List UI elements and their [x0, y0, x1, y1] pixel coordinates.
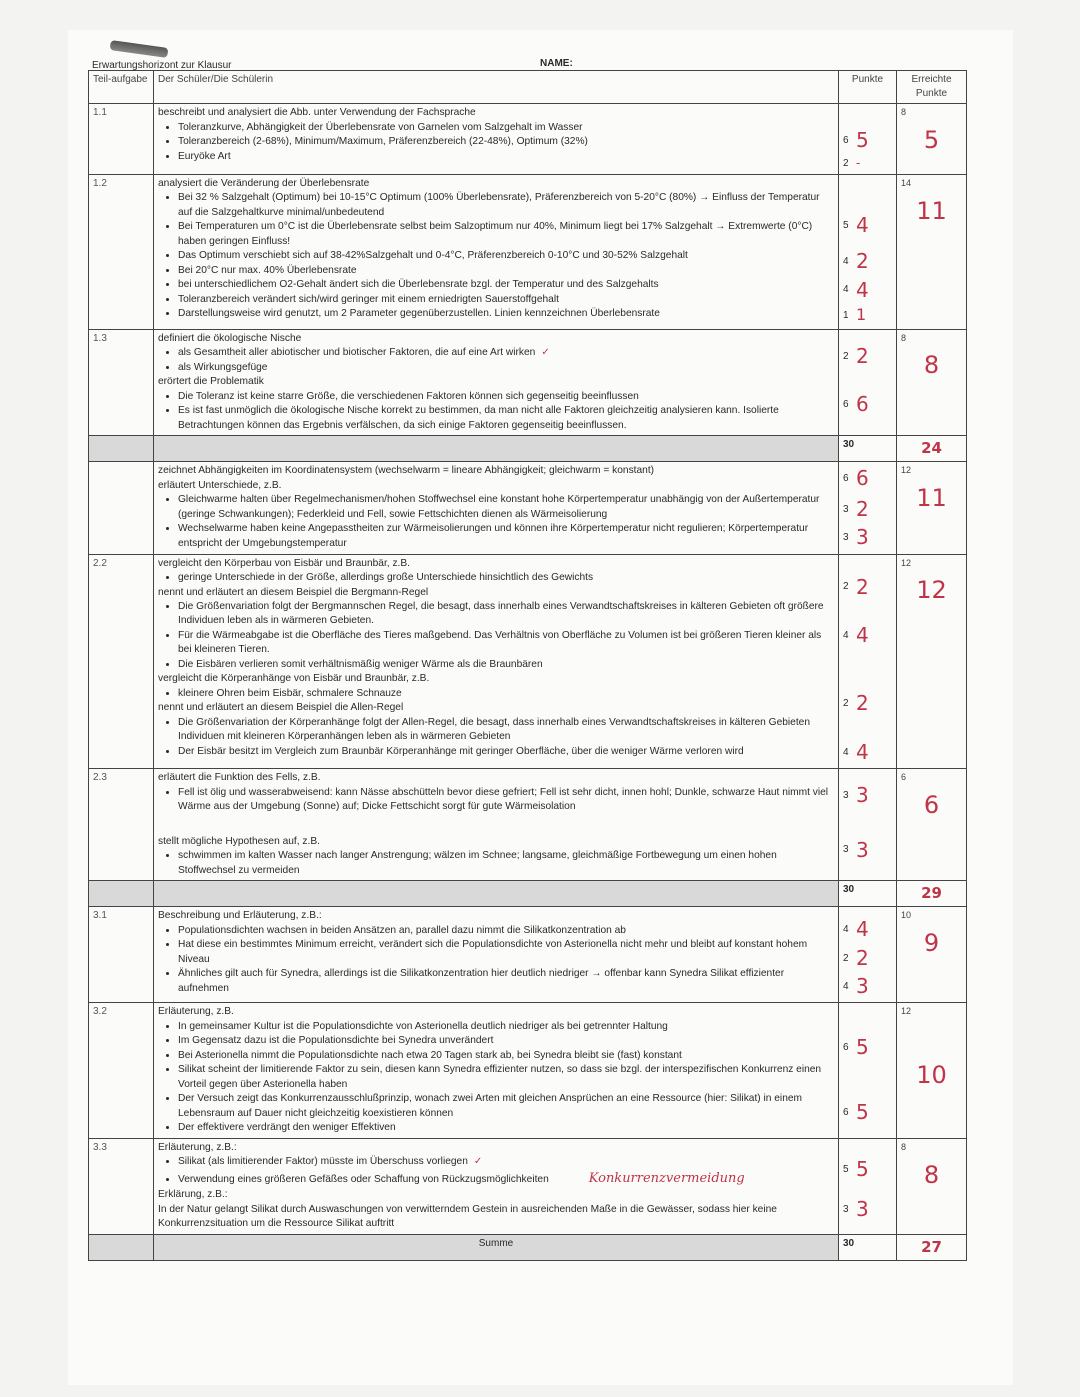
grading-table — [88, 70, 967, 1261]
document-title: Erwartungshorizont zur Klausur — [92, 60, 232, 71]
criteria — [154, 462, 839, 554]
criterion: • geringe Unterschiede in der Größe, allerdings große Unterschiede hinsichtlich des Gewichts — [178, 571, 834, 585]
total-got: 11 — [916, 196, 947, 225]
criterion: • Toleranzbereich (2-68%), Minimum/Maximum, Präferenzbereich (22-48%), Optimum (32%) — [178, 135, 834, 149]
points-max: 6 — [843, 135, 849, 147]
points-got: 4 — [856, 622, 869, 647]
points-max: 3 — [843, 532, 849, 543]
total-cell — [897, 104, 967, 174]
criterion: • Die Größenvariation der Körperanhänge folgt der Allen-Regel, die besagt, dass innerhalb eines Verwandtschaftskreises in kälteren Gebieten Individuen mit kleineren Körperanhängen leben als in wärmeren Gebieten — [178, 716, 834, 745]
criteria-intro: vergleicht die Körperanhänge von Eisbär und Braunbär, z.B. — [158, 673, 430, 685]
subtotal-got: 24 — [897, 436, 967, 462]
total-max: 6 — [901, 772, 907, 783]
total-got: 11 — [916, 484, 947, 513]
criterion: • Im Gegensatz dazu ist die Populationsdichte bei Synedra unverändert — [178, 1034, 834, 1048]
table-row — [89, 554, 967, 769]
criterion: • Verwendung eines größeren Gefäßes oder Schaffung von Rückzugsmöglichkeiten Konkurrenzvermeidung — [178, 1170, 834, 1188]
criterion: • Silikat scheint der limitierende Faktor zu sein, diesen kann Synedra effizienter nutzen, so dass sie bzgl. der interspezifischen Konkurrenz einen Vorteil gegen über Asterionella haben — [178, 1063, 834, 1092]
task-id: 3.1 — [89, 907, 154, 1003]
final-sum-row — [89, 1234, 967, 1260]
criterion: • Der effektivere verdrängt den weniger Effektiven — [178, 1121, 834, 1135]
criteria-intro: Erläuterung, z.B.: — [158, 1141, 237, 1153]
total-got: 9 — [923, 929, 940, 958]
points-max: 3 — [843, 503, 849, 515]
total-got: 5 — [923, 126, 940, 155]
table-row — [89, 1003, 967, 1138]
points-max: 5 — [843, 1163, 849, 1175]
criteria — [154, 329, 839, 435]
col-points: Punkte — [839, 71, 897, 104]
total-max: 8 — [901, 332, 907, 343]
criterion: • Euryöke Art — [178, 150, 834, 164]
total-cell — [897, 769, 967, 881]
criteria-intro: Beschreibung und Erläuterung, z.B.: — [158, 910, 322, 922]
criterion: • Für die Wärmeabgabe ist die Oberfläche des Tieres maßgebend. Das Verhältnis von Oberfläche zu Volumen ist bei größeren Tieren kleiner als bei kleineren Tieren. — [178, 629, 834, 658]
table-row — [89, 174, 967, 329]
task-id: 1.2 — [89, 174, 154, 329]
total-cell — [897, 462, 967, 554]
final-max: 30 — [839, 1234, 897, 1260]
subtotal-max: 30 — [839, 436, 897, 462]
criterion: • Bei Asterionella nimmt die Populationsdichte nach etwa 20 Tagen stark ab, bei Synedra bleibt sie (fast) konstant — [178, 1049, 834, 1063]
table-header — [89, 71, 967, 104]
total-max: 14 — [901, 177, 912, 188]
criterion: • als Gesamtheit aller abiotischer und biotischer Faktoren, die auf eine Art wirken ✓ — [178, 346, 834, 360]
points-got: 4 — [856, 277, 869, 302]
table-row — [89, 329, 967, 435]
points-got: 3 — [856, 525, 869, 550]
criteria-intro: nennt und erläutert an diesem Beispiel die Allen-Regel — [158, 702, 404, 714]
name-label: NAME: — [540, 58, 573, 69]
criteria — [154, 104, 839, 174]
col-achieved: Erreichte Punkte — [897, 71, 967, 104]
total-max: 10 — [901, 910, 912, 921]
points-got: 3 — [856, 783, 869, 808]
check-icon: ✓ — [473, 1156, 483, 1168]
points-max: 2 — [843, 350, 849, 362]
criteria-intro: beschreibt und analysiert die Abb. unter Verwendung der Fachsprache — [158, 107, 476, 119]
points-got: 1 — [856, 304, 867, 324]
points-max: 2 — [843, 157, 849, 169]
points-max: 2 — [843, 952, 849, 964]
points-got: - — [856, 155, 861, 170]
points-got: 2 — [856, 343, 869, 368]
points-max: 4 — [843, 256, 849, 268]
criteria-intro: stellt mögliche Hypothesen auf, z.B. — [158, 835, 320, 847]
criterion: • Bei 20°C nur max. 40% Überlebensrate — [178, 264, 834, 278]
criteria-intro: zeichnet Abhängigkeiten im Koordinatensystem (wechselwarm = lineare Abhängigkeit; gleichwarm = konstant) — [158, 465, 655, 477]
points-got: 3 — [856, 974, 869, 999]
criteria-intro: erörtert die Problematik — [158, 376, 264, 388]
task-id: 2.3 — [89, 769, 154, 881]
criteria — [154, 174, 839, 329]
points-cell — [839, 1138, 897, 1234]
criterion: • Silikat (als limitierender Faktor) müsste im Überschuss vorliegen ✓ — [178, 1155, 834, 1169]
points-got: 4 — [856, 917, 869, 942]
points-got: 3 — [856, 837, 869, 862]
total-max: 12 — [901, 1006, 912, 1017]
points-max: 4 — [843, 924, 849, 936]
total-max: 8 — [901, 1141, 907, 1152]
subtotal-row — [89, 436, 967, 462]
criteria-intro: Erklärung, z.B.: — [158, 1189, 228, 1201]
final-got: 27 — [897, 1234, 967, 1260]
points-cell — [839, 462, 897, 554]
criterion: • Gleichwarme halten über Regelmechanismen/hohen Stoffwechsel eine konstant hohe Körpertemperatur unabhängig von der Außertemperatur (geringe Schwankungen); Federkleid und Fell, sowie Fettschichten dienen als Wärmeisolierung — [178, 493, 834, 522]
criterion: • Wechselwarme haben keine Angepasstheiten zur Wärmeisolierungen und können ihre Körpertemperatur nicht regulieren; Körpertemperatur entspricht der Umgebungstemperatur — [178, 522, 834, 551]
total-got: 6 — [923, 790, 940, 819]
table-row — [89, 1138, 967, 1234]
points-max: 3 — [843, 844, 849, 856]
criterion: • Die Größenvariation folgt der Bergmannschen Regel, die besagt, dass innerhalb eines Verwandtschaftskreises in kälteren Gebieten oft größere Individuen leben als in wärmeren Gebieten. — [178, 600, 834, 629]
subtotal-got: 29 — [897, 881, 967, 907]
criterion: • Die Eisbären verlieren somit verhältnismäßig weniger Wärme als die Braunbären — [178, 658, 834, 672]
points-cell — [839, 329, 897, 435]
points-got: 2 — [856, 945, 869, 970]
points-got: 2 — [856, 249, 869, 274]
total-cell — [897, 1138, 967, 1234]
points-cell — [839, 1003, 897, 1138]
points-got: 2 — [856, 496, 869, 521]
criteria — [154, 1003, 839, 1138]
check-icon: ✓ — [541, 347, 550, 359]
total-cell — [897, 1003, 967, 1138]
points-cell — [839, 174, 897, 329]
subtotal-max: 30 — [839, 881, 897, 907]
criterion: • schwimmen im kalten Wasser nach langer Anstrengung; wälzen im Schnee; langsame, gleichmäßige Fortbewegung um einen hohen Stoffwechsel zu vermeiden — [178, 849, 834, 878]
task-id: 2.2 — [89, 554, 154, 769]
col-student: Der Schüler/Die Schülerin — [154, 71, 839, 104]
points-got: 2 — [856, 691, 869, 716]
criterion: • Populationsdichten wachsen in beiden Ansätzen an, parallel dazu nimmt die Silikatkonzentration ab — [178, 924, 834, 938]
criteria-intro: nennt und erläutert an diesem Beispiel die Bergmann-Regel — [158, 586, 429, 598]
criteria-intro: vergleicht den Körperbau von Eisbär und Braunbär, z.B. — [158, 557, 411, 569]
points-max: 4 — [843, 284, 849, 296]
points-got: 5 — [856, 1035, 869, 1060]
points-got: 3 — [856, 1197, 869, 1222]
points-got: 5 — [856, 1156, 869, 1181]
col-task: Teil-aufgabe — [89, 71, 154, 104]
criterion: • Toleranzbereich verändert sich/wird geringer mit einem erniedrigten Sauerstoffgehalt — [178, 293, 834, 307]
criterion: • Darstellungsweise wird genutzt, um 2 Parameter gegenüberzustellen. Linien kennzeichnen Überlebensrate — [178, 307, 834, 321]
criteria — [154, 1138, 839, 1234]
total-cell — [897, 554, 967, 769]
handwritten-note: Konkurrenzvermeidung — [588, 1170, 745, 1186]
criterion: • Hat diese ein bestimmtes Minimum erreicht, verändert sich die Populationsdichte von Asterionella nicht mehr und bleibt auf konstant hohem Niveau — [178, 938, 834, 967]
criteria-intro: analysiert die Veränderung der Überlebensrate — [158, 177, 370, 189]
points-max: 4 — [843, 629, 849, 641]
criterion: • Der Versuch zeigt das Konkurrenzausschlußprinzip, wonach zwei Arten mit gleichen Ansprüchen an eine Ressource (hier: Silikat) in einem Lebensraum auf Dauer nicht gleichzeitig koexistieren können — [178, 1092, 834, 1121]
total-cell — [897, 329, 967, 435]
points-max: 6 — [843, 1106, 849, 1118]
criterion: • Die Toleranz ist keine starre Größe, die verschiedenen Faktoren können sich gegenseitig beeinflussen — [178, 390, 834, 404]
points-got: 5 — [856, 1099, 869, 1124]
points-max: 2 — [843, 698, 849, 710]
criteria-intro: erläutert die Funktion des Fells, z.B. — [158, 772, 321, 784]
criterion: • Das Optimum verschiebt sich auf 38-42%Salzgehalt und 0-4°C, Präferenzbereich 0-10°C und 30-52% Salzgehalt — [178, 249, 834, 263]
criterion: • Ähnliches gilt auch für Synedra, allerdings ist die Silikatkonzentration hier deutlich niedriger → offenbar kann Synedra Silikat effizienter aufnehmen — [178, 967, 834, 996]
points-max: 5 — [843, 219, 849, 231]
points-cell — [839, 554, 897, 769]
task-id: 3.2 — [89, 1003, 154, 1138]
points-max: 4 — [843, 980, 849, 992]
total-max: 12 — [901, 465, 912, 476]
total-cell — [897, 907, 967, 1003]
task-id: 1.3 — [89, 329, 154, 435]
criterion: • Fell ist ölig und wasserabweisend: kann Nässe abschütteln bevor diese gefriert; Fell ist sehr dicht, innen hohl; Dunkle, schwarze Haut nimmt viel Wärme aus der Umgebung (Sonne) auf; Dicke Fettschicht sorgt für gute Wärmeisolation — [178, 786, 834, 815]
total-got: 10 — [916, 1061, 947, 1090]
points-cell — [839, 907, 897, 1003]
table-row — [89, 104, 967, 174]
sum-label: Summe — [154, 1234, 839, 1260]
table-row — [89, 769, 967, 881]
criterion: In der Natur gelangt Silikat durch Auswaschungen von verwitterndem Gestein in ausreichenden Maße in die Gewässer, sodass hier keine Konkurrenzsituation um die Ressource Silikat auftritt — [158, 1203, 777, 1230]
criterion: • Der Eisbär besitzt im Vergleich zum Braunbär Körperanhänge mit geringer Oberfläche, über die weniger Wärme verloren wird — [178, 745, 834, 759]
total-got: 8 — [923, 1160, 940, 1189]
points-max: 6 — [843, 1042, 849, 1054]
subtotal-row — [89, 881, 967, 907]
total-got: 12 — [916, 576, 947, 605]
points-got: 6 — [856, 392, 869, 417]
points-max: 2 — [843, 581, 849, 593]
points-max: 6 — [843, 398, 849, 410]
points-max: 6 — [843, 473, 849, 485]
task-id — [89, 462, 154, 554]
points-max: 4 — [843, 746, 849, 758]
points-got: 4 — [856, 739, 869, 764]
points-max: 3 — [843, 1204, 849, 1216]
table-row — [89, 907, 967, 1003]
points-max: 3 — [843, 789, 849, 801]
points-got: 2 — [856, 574, 869, 599]
points-max: 1 — [843, 309, 849, 321]
criterion: • als Wirkungsgefüge — [178, 361, 834, 375]
criterion: • In gemeinsamer Kultur ist die Populationsdichte von Asterionella deutlich niedriger als bei getrennter Haltung — [178, 1020, 834, 1034]
criterion: • Bei Temperaturen um 0°C ist die Überlebensrate selbst beim Salzoptimum nur 40%, Minimum liegt bei 17% Salzgehalt → Extremwerte (0°C) haben geringen Einfluss! — [178, 220, 834, 249]
task-id: 1.1 — [89, 104, 154, 174]
total-max: 12 — [901, 557, 912, 568]
points-got: 6 — [856, 466, 869, 491]
total-got: 8 — [923, 351, 940, 380]
criterion: • Es ist fast unmöglich die ökologische Nische korrekt zu bestimmen, da man nicht alle Faktoren gleichzeitig analysieren kann. Isolierte Betrachtungen können das Ergebnis verfälschen, da sich einige Faktoren gegenseitig beeinflussen. — [178, 404, 834, 433]
table-row — [89, 462, 967, 554]
criteria-intro: erläutert Unterschiede, z.B. — [158, 479, 282, 491]
points-got: 5 — [856, 128, 869, 153]
criterion: • Toleranzkurve, Abhängigkeit der Überlebensrate von Garnelen vom Salzgehalt im Wasser — [178, 121, 834, 135]
task-id: 3.3 — [89, 1138, 154, 1234]
criterion: • kleinere Ohren beim Eisbär, schmalere Schnauze — [178, 687, 834, 701]
criterion: • bei unterschiedlichem O2-Gehalt ändert sich die Überlebensrate bzgl. der Temperatur und des Salzgehalts — [178, 278, 834, 292]
criteria-intro: definiert die ökologische Nische — [158, 332, 302, 344]
total-cell — [897, 174, 967, 329]
points-cell — [839, 104, 897, 174]
points-cell — [839, 769, 897, 881]
criteria — [154, 907, 839, 1003]
criteria — [154, 769, 839, 881]
criteria — [154, 554, 839, 769]
total-max: 8 — [901, 107, 907, 118]
points-got: 4 — [856, 212, 869, 237]
criteria-intro: Erläuterung, z.B. — [158, 1006, 234, 1018]
criterion: • Bei 32 % Salzgehalt (Optimum) bei 10-15°C Optimum (100% Überlebensrate), Präferenzbereich von 5-20°C (80%) → Einfluss der Temperatur auf die Salzgehaltkurve minimal/unbedeutend — [178, 191, 834, 220]
